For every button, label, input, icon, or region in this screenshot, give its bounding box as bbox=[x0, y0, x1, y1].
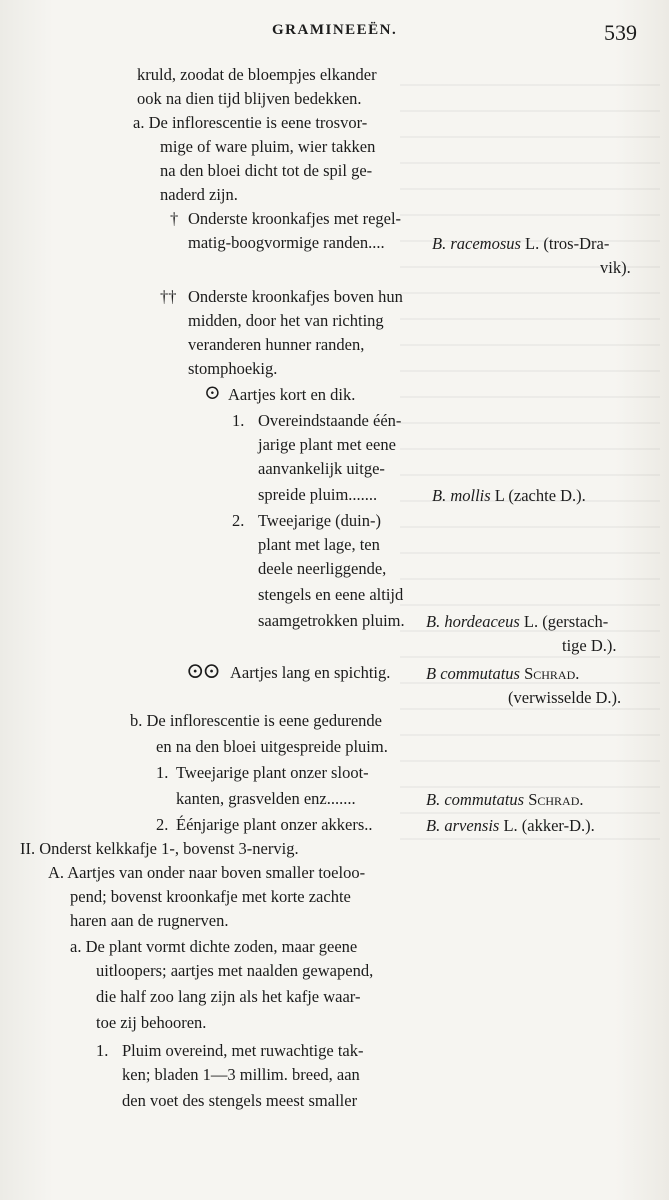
running-header: GRAMINEEËN. bbox=[272, 22, 398, 38]
text-line: haren aan de rugnerven. bbox=[70, 911, 229, 930]
text-line: Tweejarige (duin-) bbox=[258, 511, 381, 530]
text-line: ken; bladen 1—3 millim. breed, aan bbox=[122, 1065, 360, 1084]
species-author: Schrad. bbox=[524, 664, 580, 683]
species-entry bbox=[426, 816, 595, 836]
text-line: jarige plant met eene bbox=[258, 435, 396, 454]
text-line: die half zoo lang zijn als het kafje waar- bbox=[96, 987, 361, 1006]
item-number: 2. bbox=[232, 511, 245, 530]
double-dagger-marker: †† bbox=[160, 287, 177, 306]
text-line: stengels en eene altijd bbox=[258, 585, 404, 604]
text-line: en na den bloei uitgespreide pluim. bbox=[156, 737, 388, 756]
species-name: B. racemosus bbox=[432, 234, 521, 253]
text-line: saamgetrokken pluim. bbox=[258, 611, 405, 630]
text-line: plant met lage, ten bbox=[258, 535, 380, 554]
dagger-marker: † bbox=[170, 209, 179, 228]
text-line: stomphoekig. bbox=[188, 359, 278, 378]
text-line: ook na dien tijd blijven bedekken. bbox=[137, 89, 362, 108]
species-entry bbox=[432, 234, 609, 254]
species-entry bbox=[426, 664, 579, 684]
text-line: mige of ware pluim, wier takken bbox=[160, 137, 376, 156]
text-line: pend; bovenst kroonkafje met korte zachte bbox=[70, 887, 351, 906]
species-entry bbox=[432, 486, 586, 506]
species-entry bbox=[426, 612, 608, 632]
species-author: L (zachte D.). bbox=[494, 486, 586, 505]
text-line: deele neerliggende, bbox=[258, 559, 387, 578]
double-circle-dot-marker: ⊙⊙ bbox=[186, 658, 219, 683]
text-line: Pluim overeind, met ruwachtige tak- bbox=[122, 1041, 364, 1060]
text-line: a. De inflorescentie is eene trosvor- bbox=[133, 113, 368, 132]
species-author: Schrad. bbox=[528, 790, 584, 809]
text-line: na den bloei dicht tot de spil ge- bbox=[160, 161, 373, 180]
text-line: a. De plant vormt dichte zoden, maar geene bbox=[70, 937, 358, 956]
item-number: 1. bbox=[156, 763, 169, 782]
text-line: matig-boogvormige randen.... bbox=[188, 233, 385, 252]
text-line: uitloopers; aartjes met naalden gewapend, bbox=[96, 961, 374, 980]
species-author: L. (tros-Dra- bbox=[525, 234, 610, 253]
text-line: b. De inflorescentie is eene gedurende bbox=[130, 711, 382, 730]
text-line: Aartjes kort en dik. bbox=[228, 385, 356, 404]
species-vernacular-tail: (verwisselde D.). bbox=[508, 688, 622, 707]
text-line: Aartjes lang en spichtig. bbox=[230, 663, 391, 682]
text-line: Overeindstaande één- bbox=[258, 411, 402, 430]
species-name: B. commutatus bbox=[426, 790, 525, 809]
text-line: veranderen hunner randen, bbox=[188, 335, 365, 354]
text-line: naderd zijn. bbox=[160, 185, 238, 204]
species-name: B commutatus bbox=[426, 664, 520, 683]
item-number: 2. bbox=[156, 815, 169, 834]
text-line: Tweejarige plant onzer sloot- bbox=[176, 763, 369, 782]
species-entry bbox=[426, 790, 584, 810]
text-line: A. Aartjes van onder naar boven smaller toeloo- bbox=[48, 863, 366, 882]
item-number: 1. bbox=[96, 1041, 109, 1060]
text-line: toe zij behooren. bbox=[96, 1013, 207, 1032]
text-line: kanten, grasvelden enz....... bbox=[176, 789, 356, 808]
item-number: 1. bbox=[232, 411, 245, 430]
species-name: B. hordeaceus bbox=[426, 612, 520, 631]
species-author: L. (akker-D.). bbox=[503, 816, 595, 835]
text-line: Onderste kroonkafjes met regel- bbox=[188, 209, 402, 228]
species-vernacular-tail: tige D.). bbox=[562, 636, 617, 655]
circle-dot-marker: ⊙ bbox=[204, 382, 221, 404]
species-name: B. arvensis bbox=[426, 816, 500, 835]
show-through-texture bbox=[400, 60, 660, 840]
text-line: II. Onderst kelkkafje 1-, bovenst 3-nervig. bbox=[20, 839, 299, 858]
text-line: spreide pluim....... bbox=[258, 485, 378, 504]
species-name: B. mollis bbox=[432, 486, 491, 505]
text-line: Onderste kroonkafjes boven hun bbox=[188, 287, 403, 306]
species-author: L. (gerstach- bbox=[523, 612, 609, 631]
text-line: den voet des stengels meest smaller bbox=[122, 1091, 358, 1110]
text-line: aanvankelijk uitge- bbox=[258, 459, 385, 478]
text-line: midden, door het van richting bbox=[188, 311, 384, 330]
text-line: kruld, zoodat de bloempjes elkander bbox=[137, 65, 377, 84]
page-number: 539 bbox=[604, 20, 637, 45]
text-line: Éénjarige plant onzer akkers.. bbox=[176, 815, 373, 834]
species-vernacular-tail: vik). bbox=[600, 258, 631, 277]
